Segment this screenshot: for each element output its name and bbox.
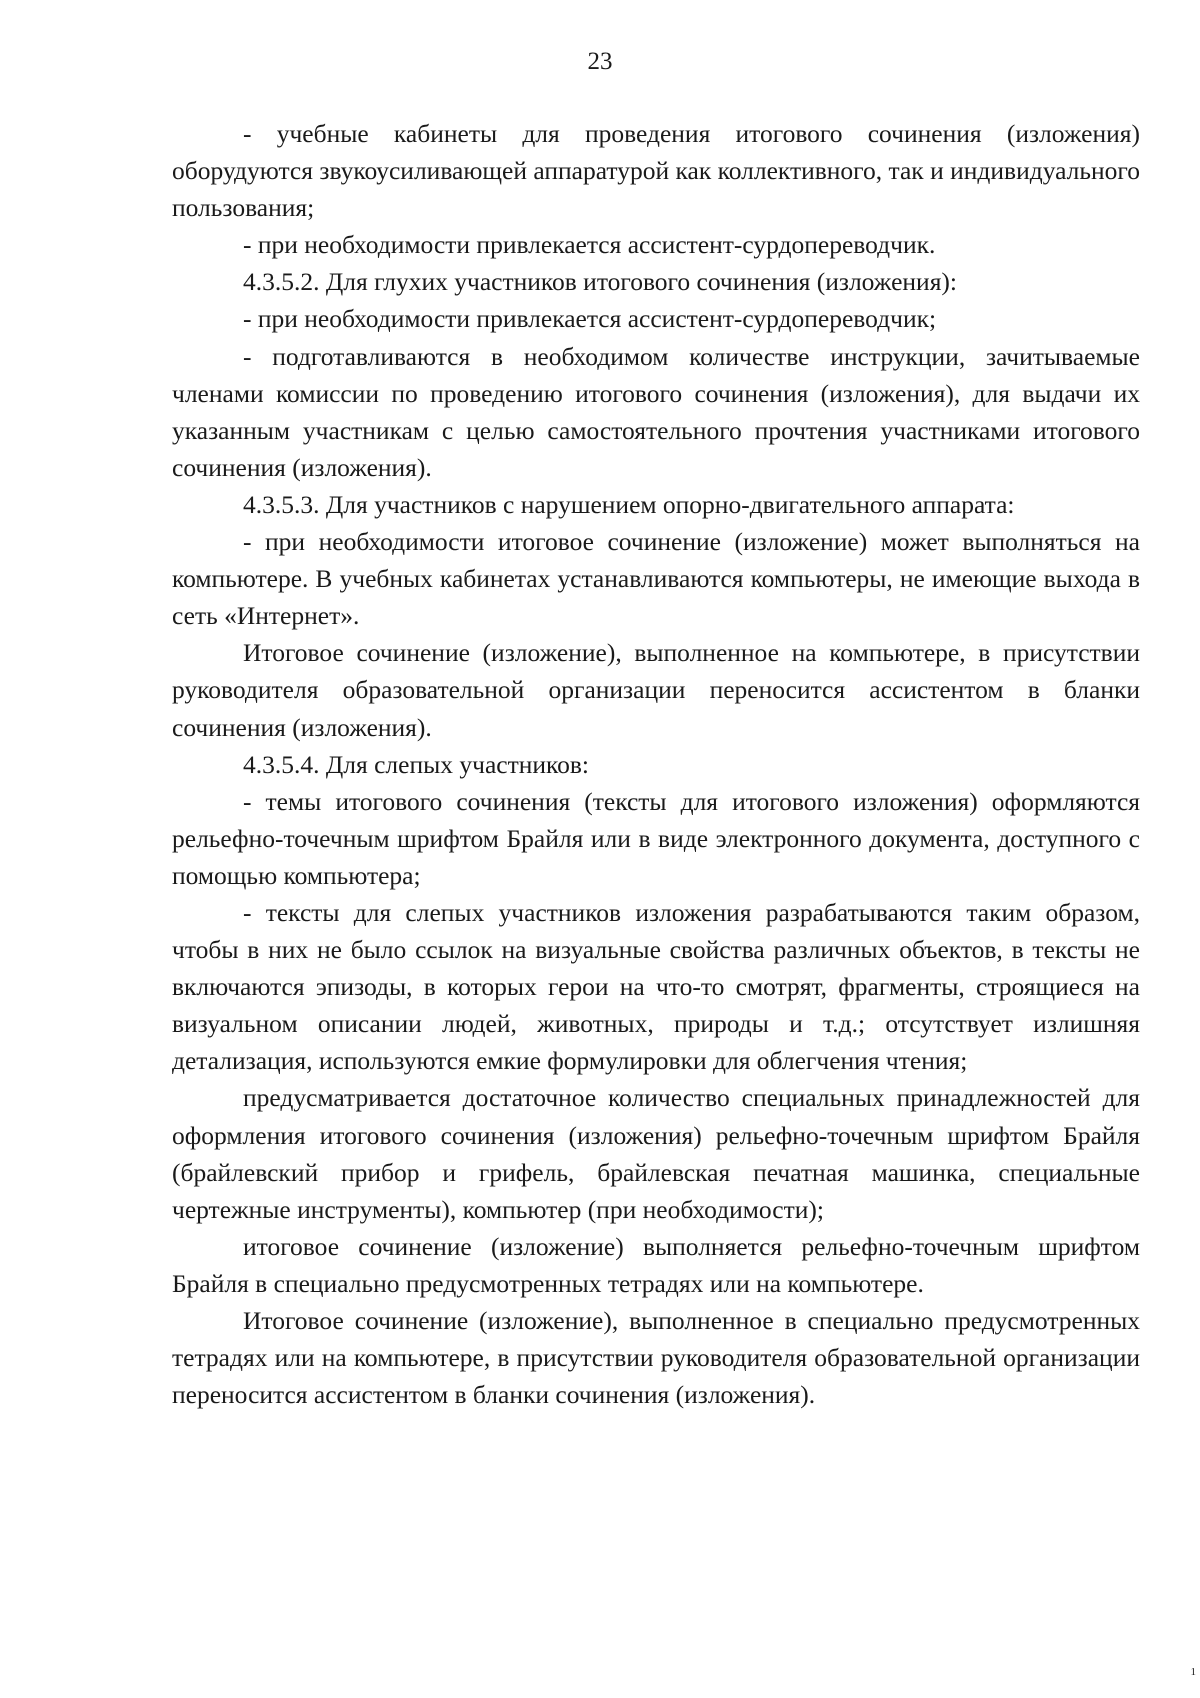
paragraph-deaf-interpreter: - при необходимости привлекается ассистент-сурдопереводчик; [243, 304, 937, 334]
corner-mark: 1 [1190, 1666, 1196, 1678]
paragraph-braille-supplies: предусматривается достаточное количество специальных принадлежностей для оформления итогового сочинения (изложения) рельефно-точечным шрифтом Брайля (брайлевский прибор и грифель, брайлевская печатная машинка, специальные чертежные инструменты), компьютер (при необходимости); [172, 1083, 1140, 1224]
paragraph-braille-transfer: Итоговое сочинение (изложение), выполненное в специально предусмотренных тетрадях или на компьютере, в присутствии руководителя образовательной организации переносится ассистентом в бланки сочинения (изложения). [172, 1306, 1140, 1410]
section-4-3-5-2-heading: 4.3.5.2. Для глухих участников итогового сочинения (изложения): [243, 267, 957, 297]
paragraph-blind-texts: - тексты для слепых участников изложения разрабатываются таким образом, чтобы в них не было ссылок на визуальные свойства различных объектов, в тексты не включаются эпизоды, в которых герои на что-то смотрят, фрагменты, строящиеся на визуальном описании людей, животных, природы и т.д.; отсутствует излишняя детализация, используются емкие формулировки для облегчения чтения; [172, 897, 1140, 1076]
page-number: 23 [587, 48, 613, 75]
paragraph-computer-use: - при необходимости итоговое сочинение (изложение) может выполняться на компьютере. В учебных кабинетах устанавливаются компьютеры, не имеющие выхода в сеть «Интернет». [172, 527, 1140, 631]
paragraph-equipment: - учебные кабинеты для проведения итогового сочинения (изложения) оборудуются звукоусиливающей аппаратурой как коллективного, так и индивидуального пользования; [172, 119, 1140, 223]
section-4-3-5-3-heading: 4.3.5.3. Для участников с нарушением опорно-двигательного аппарата: [243, 489, 1015, 519]
paragraph-computer-transfer: Итоговое сочинение (изложение), выполненное на компьютере, в присутствии руководителя образовательной организации переносится ассистентом в бланки сочинения (изложения). [172, 638, 1140, 742]
paragraph-braille-topics: - темы итогового сочинения (тексты для итогового изложения) оформляются рельефно-точечным шрифтом Брайля или в виде электронного документа, доступного с помощью компьютера; [172, 786, 1140, 890]
document-body [172, 115, 1140, 1413]
paragraph-deaf-instructions: - подготавливаются в необходимом количестве инструкции, зачитываемые членами комиссии по проведению итогового сочинения (изложения), для выдачи их указанным участникам с целью самостоятельного прочтения участниками итогового сочинения (изложения). [172, 341, 1140, 482]
section-4-3-5-4-heading: 4.3.5.4. Для слепых участников: [243, 749, 589, 779]
paragraph-interpreter: - при необходимости привлекается ассистент-сурдопереводчик. [243, 230, 936, 260]
paragraph-braille-execution: итоговое сочинение (изложение) выполняется рельефно-точечным шрифтом Брайля в специально предусмотренных тетрадях или на компьютере. [172, 1231, 1140, 1298]
